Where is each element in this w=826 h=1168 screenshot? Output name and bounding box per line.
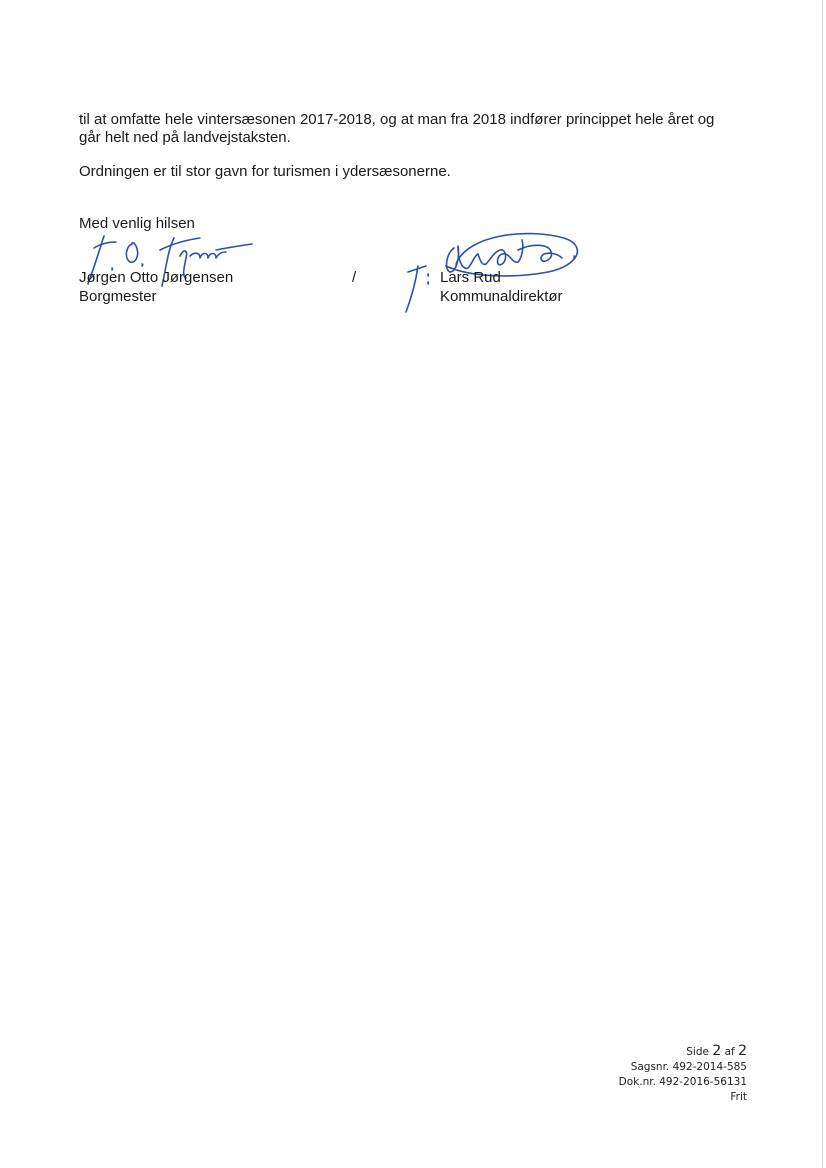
signatory-left-name: Jørgen Otto Jørgensen (79, 269, 234, 286)
case-number: Sagsnr. 492-2014-585 (630, 1061, 747, 1073)
page-side-label: Side (686, 1046, 709, 1058)
page-footer (619, 1044, 747, 1105)
signatory-right-title: Kommunaldirektør (440, 288, 563, 305)
page-of-label: af (724, 1046, 735, 1058)
page-number-line (619, 1044, 747, 1060)
page-total: 2 (738, 1043, 747, 1059)
body-paragraph-1: til at omfatte hele vintersæsonen 2017-2018, og at man fra 2018 indfører princippet hele året og går helt ned på landvejstaksten. (79, 111, 715, 146)
signatory-right (440, 268, 563, 306)
closing-greeting: Med venlig hilsen (79, 215, 195, 232)
signatory-right-name: Lars Rud (440, 269, 501, 286)
document-number: Dok.nr. 492-2016-56131 (618, 1076, 747, 1088)
signatory-left-title: Borgmester (79, 288, 157, 305)
signature-separator: / (352, 269, 357, 286)
body-paragraph-2: Ordningen er til stor gavn for turismen i ydersæsonerne. (79, 163, 451, 180)
signatory-left (79, 268, 233, 306)
scan-edge-line (822, 0, 823, 1168)
page-current: 2 (712, 1043, 722, 1059)
classification-label: Frit (730, 1091, 747, 1103)
